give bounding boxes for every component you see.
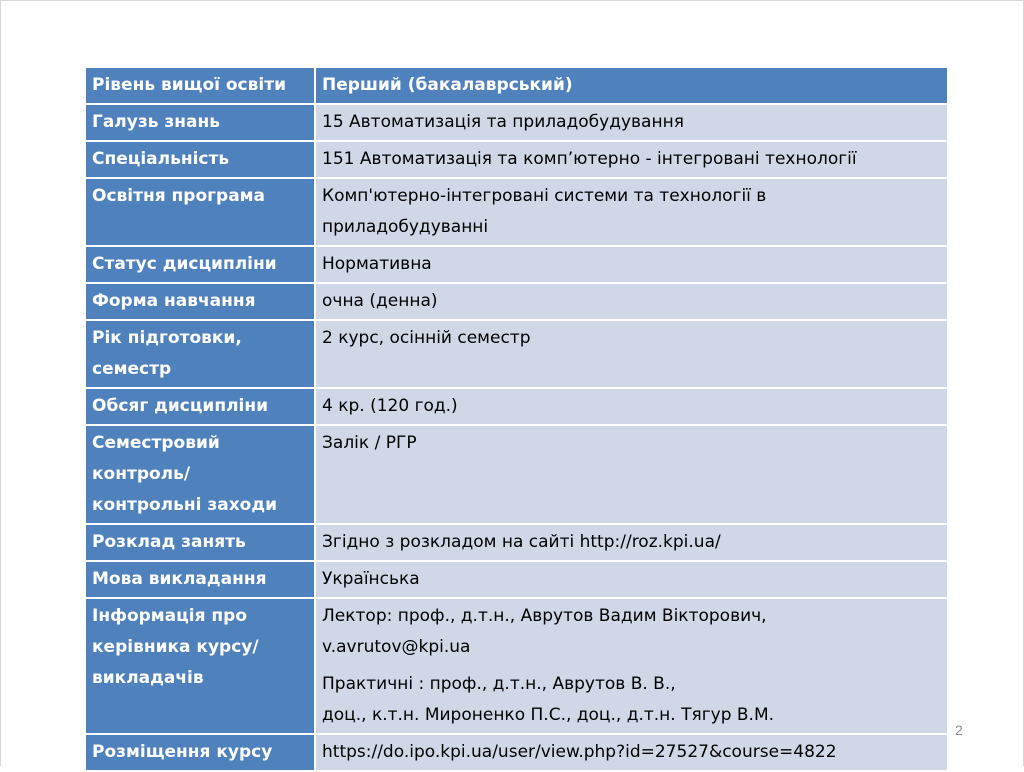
label-line: Рік підготовки, bbox=[92, 328, 242, 348]
row-value: Перший (бакалаврський) bbox=[315, 67, 948, 104]
row-value: Українська bbox=[315, 561, 948, 598]
row-label: Форма навчання bbox=[85, 283, 315, 320]
row-value: очна (денна) bbox=[315, 283, 948, 320]
row-value bbox=[315, 178, 948, 246]
row-label: Освітня програма bbox=[85, 178, 315, 246]
course-info-table bbox=[84, 66, 949, 772]
table-row-language bbox=[85, 561, 948, 598]
value-line: Практичні : проф., д.т.н., Аврутов В. В., bbox=[322, 674, 676, 694]
value-line: приладобудуванні bbox=[322, 217, 489, 237]
table-row-field-of-knowledge bbox=[85, 104, 948, 141]
row-label: Розміщення курсу bbox=[85, 734, 315, 771]
row-value: 4 кр. (120 год.) bbox=[315, 388, 948, 425]
row-label: Мова викладання bbox=[85, 561, 315, 598]
table-row-study-form bbox=[85, 283, 948, 320]
table-row-discipline-volume bbox=[85, 388, 948, 425]
value-line: v.avrutov@kpi.ua bbox=[322, 637, 471, 657]
row-value: Згідно з розкладом на сайті http://roz.kpi.ua/ bbox=[315, 524, 948, 561]
label-line: контроль/ bbox=[92, 464, 191, 484]
row-value: Нормативна bbox=[315, 246, 948, 283]
value-line: Комп'ютерно-інтегровані системи та технології в bbox=[322, 186, 767, 206]
row-label: Галузь знань bbox=[85, 104, 315, 141]
table-row-semester-control bbox=[85, 425, 948, 524]
row-value: Залік / РГР bbox=[315, 425, 948, 524]
row-value bbox=[315, 598, 948, 734]
table-row-educational-program bbox=[85, 178, 948, 246]
table-row-course-location bbox=[85, 734, 948, 771]
label-line: семестр bbox=[92, 359, 172, 379]
row-label: Обсяг дисципліни bbox=[85, 388, 315, 425]
value-line: доц., к.т.н. Мироненко П.С., доц., д.т.н. Тягур В.М. bbox=[322, 705, 775, 725]
row-value: 151 Автоматизація та комп’ютерно - інтегровані технології bbox=[315, 141, 948, 178]
table-row-education-level bbox=[85, 67, 948, 104]
table-row-specialty bbox=[85, 141, 948, 178]
row-value: 2 курс, осінній семестр bbox=[315, 320, 948, 388]
table-row-schedule bbox=[85, 524, 948, 561]
label-line: викладачів bbox=[92, 668, 204, 688]
row-label bbox=[85, 320, 315, 388]
row-label bbox=[85, 425, 315, 524]
row-value: 15 Автоматизація та приладобудування bbox=[315, 104, 948, 141]
label-line: керівника курсу/ bbox=[92, 637, 259, 657]
value-line: Лектор: проф., д.т.н., Аврутов Вадим Вікторович, bbox=[322, 606, 767, 626]
row-label: Рівень вищої освіти bbox=[85, 67, 315, 104]
row-label: Розклад занять bbox=[85, 524, 315, 561]
row-label bbox=[85, 598, 315, 734]
row-label: Спеціальність bbox=[85, 141, 315, 178]
page-number: 2 bbox=[955, 722, 963, 738]
table-row-instructors bbox=[85, 598, 948, 734]
row-value: https://do.ipo.kpi.ua/user/view.php?id=27527&course=4822 bbox=[315, 734, 948, 771]
table-row-year-semester bbox=[85, 320, 948, 388]
label-line: Інформація про bbox=[92, 606, 248, 626]
table-row-discipline-status bbox=[85, 246, 948, 283]
label-line: Семестровий bbox=[92, 433, 220, 453]
row-label: Статус дисципліни bbox=[85, 246, 315, 283]
label-line: контрольні заходи bbox=[92, 495, 277, 515]
